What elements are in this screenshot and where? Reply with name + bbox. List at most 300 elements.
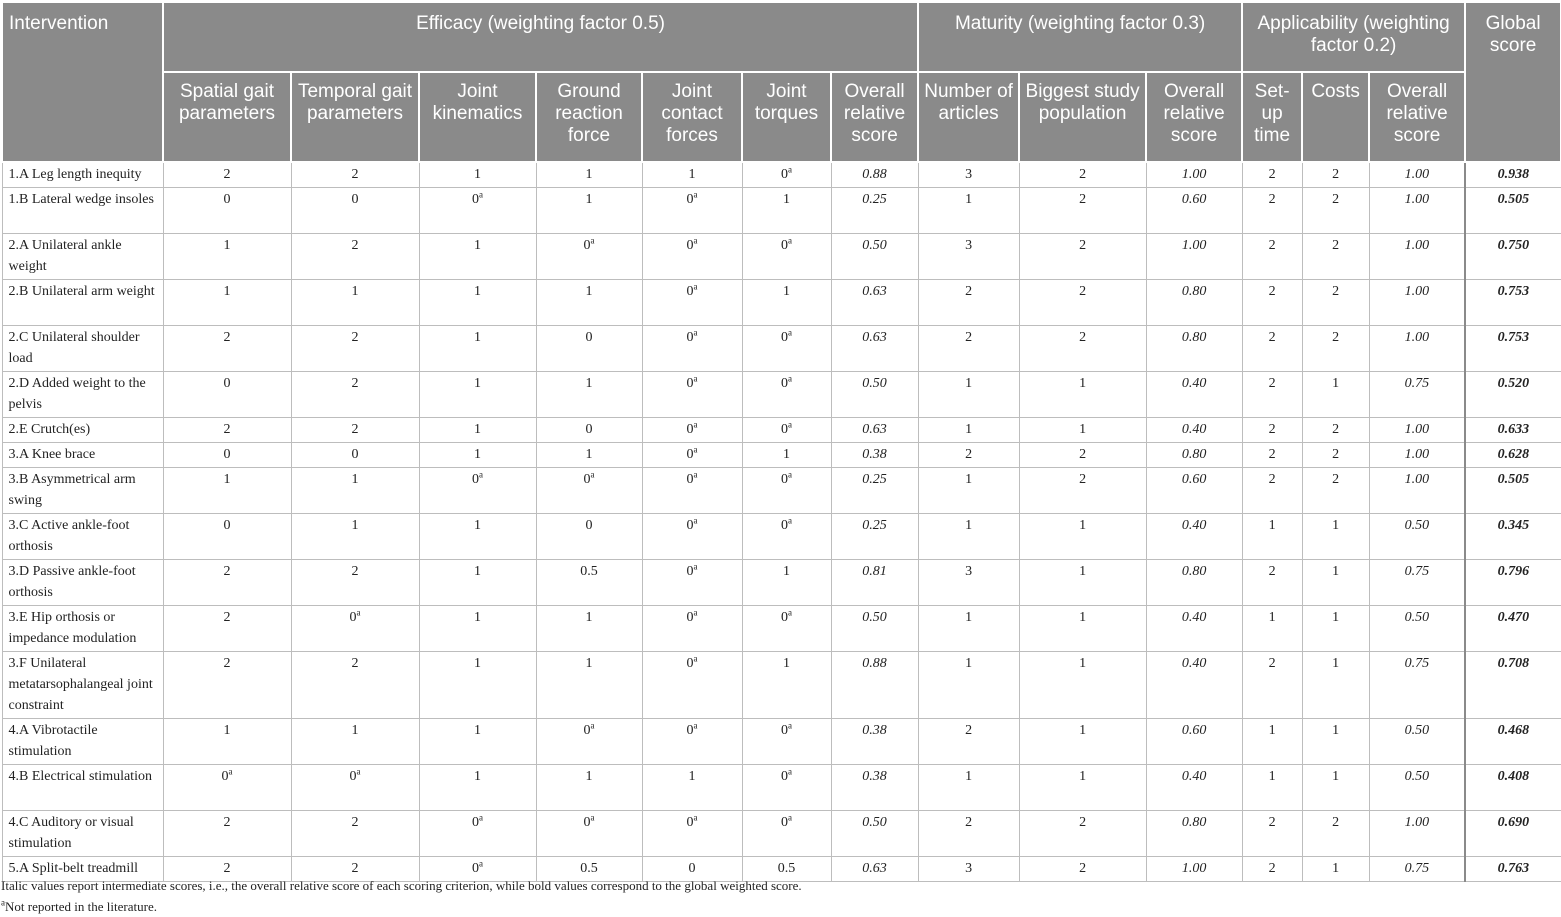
cell-intervention-value: 4.C Auditory or visual stimulation (8, 814, 134, 851)
cell-intervention (2, 810, 163, 856)
cell-spatial-gait (163, 371, 291, 417)
cell-costs (1302, 325, 1369, 371)
cell-joint-contact-forces (642, 810, 742, 856)
cell-costs-value: 2 (1332, 191, 1340, 207)
cell-ground-reaction-force (536, 651, 642, 718)
cell-costs-value: 2 (1332, 329, 1340, 345)
cell-costs-value: 1 (1332, 563, 1340, 579)
cell-ground-reaction-force-value: 1 (585, 375, 593, 391)
cell-setup-time-value: 2 (1268, 191, 1276, 207)
cell-global-score (1465, 371, 1561, 417)
cell-maturity-overall (1146, 279, 1242, 325)
cell-intervention-value: 4.A Vibrotactile stimulation (8, 722, 98, 759)
cell-temporal-gait (291, 810, 419, 856)
cell-setup-time-value: 2 (1268, 167, 1276, 182)
cell-efficacy-overall-value: 0.38 (862, 722, 887, 738)
cell-efficacy-overall-value: 0.63 (862, 421, 887, 437)
cell-global-score (1465, 187, 1561, 233)
cell-setup-time (1242, 325, 1302, 371)
cell-costs-value: 2 (1332, 167, 1340, 182)
cell-global-score-value: 0.750 (1497, 237, 1530, 253)
cell-ground-reaction-force-value: 0.5 (580, 860, 598, 876)
cell-setup-time-value: 1 (1268, 517, 1276, 533)
cell-biggest-study-population-value: 2 (1079, 329, 1087, 345)
cell-spatial-gait (163, 162, 291, 187)
header-joint-torques: Joint torques (742, 72, 831, 162)
cell-global-score-value: 0.708 (1497, 655, 1530, 671)
cell-global-score-value: 0.690 (1497, 814, 1530, 830)
cell-setup-time-value: 2 (1268, 655, 1276, 671)
cell-number-of-articles (918, 764, 1019, 810)
cell-number-of-articles-value: 1 (965, 471, 973, 487)
cell-number-of-articles (918, 371, 1019, 417)
cell-costs (1302, 162, 1369, 187)
cell-temporal-gait (291, 279, 419, 325)
cell-applicability-overall (1369, 279, 1465, 325)
not-reported-marker: a (693, 372, 698, 383)
cell-maturity-overall (1146, 513, 1242, 559)
cell-joint-contact-forces (642, 513, 742, 559)
cell-spatial-gait-value: 1 (223, 722, 231, 738)
cell-applicability-overall (1369, 559, 1465, 605)
cell-spatial-gait (163, 325, 291, 371)
cell-global-score-value: 0.753 (1497, 283, 1530, 299)
cell-ground-reaction-force-value: 0.5 (580, 563, 598, 579)
cell-biggest-study-population-value: 2 (1079, 191, 1087, 207)
cell-joint-kinematics-value: 0 (472, 814, 479, 830)
cell-intervention (2, 764, 163, 810)
cell-number-of-articles-value: 3 (965, 563, 973, 579)
cell-joint-contact-forces-value: 0 (686, 814, 694, 830)
cell-biggest-study-population (1019, 417, 1146, 442)
cell-joint-contact-forces (642, 417, 742, 442)
cell-intervention-value: 1.A Leg length inequity (8, 167, 142, 182)
cell-temporal-gait (291, 187, 419, 233)
cell-global-score-value: 0.468 (1497, 722, 1530, 738)
cell-applicability-overall-value: 0.75 (1404, 655, 1430, 671)
cell-joint-contact-forces-value: 0 (686, 446, 694, 462)
cell-maturity-overall (1146, 764, 1242, 810)
cell-joint-torques (742, 764, 831, 810)
cell-joint-kinematics-value: 1 (474, 655, 481, 671)
cell-setup-time (1242, 559, 1302, 605)
cell-biggest-study-population (1019, 810, 1146, 856)
cell-intervention-value: 2.B Unilateral arm weight (8, 283, 155, 299)
cell-biggest-study-population (1019, 162, 1146, 187)
cell-spatial-gait-value: 2 (223, 860, 231, 876)
cell-efficacy-overall-value: 0.50 (862, 609, 887, 625)
cell-joint-contact-forces-value: 0 (688, 860, 696, 876)
cell-spatial-gait-value: 0 (223, 375, 231, 391)
cell-spatial-gait-value: 0 (221, 768, 229, 784)
cell-global-score (1465, 442, 1561, 467)
cell-maturity-overall (1146, 718, 1242, 764)
cell-global-score (1465, 718, 1561, 764)
cell-costs (1302, 187, 1369, 233)
cell-applicability-overall (1369, 764, 1465, 810)
cell-temporal-gait (291, 162, 419, 187)
cell-joint-contact-forces (642, 371, 742, 417)
cell-biggest-study-population-value: 1 (1079, 768, 1087, 784)
table-row (2, 605, 1561, 651)
cell-spatial-gait-value: 2 (223, 167, 231, 182)
cell-joint-contact-forces (642, 718, 742, 764)
cell-biggest-study-population-value: 1 (1079, 609, 1087, 625)
cell-joint-torques (742, 442, 831, 467)
cell-intervention (2, 233, 163, 279)
cell-maturity-overall (1146, 187, 1242, 233)
cell-setup-time (1242, 810, 1302, 856)
cell-global-score-value: 0.505 (1497, 471, 1530, 487)
cell-ground-reaction-force-value: 0 (583, 471, 591, 487)
cell-joint-kinematics-value: 1 (474, 722, 481, 738)
cell-costs-value: 2 (1332, 237, 1340, 253)
cell-maturity-overall (1146, 371, 1242, 417)
cell-spatial-gait-value: 2 (223, 329, 231, 345)
cell-joint-contact-forces (642, 651, 742, 718)
cell-joint-contact-forces-value: 0 (686, 375, 694, 391)
cell-joint-contact-forces-value: 1 (688, 768, 696, 784)
cell-applicability-overall-value: 0.75 (1404, 563, 1430, 579)
not-reported-marker: a (788, 811, 792, 822)
not-reported-marker: a (693, 234, 698, 245)
cell-biggest-study-population-value: 2 (1079, 446, 1087, 462)
cell-efficacy-overall-value: 0.25 (862, 517, 887, 533)
not-reported-marker: a (788, 765, 792, 776)
cell-maturity-overall (1146, 559, 1242, 605)
cell-temporal-gait (291, 325, 419, 371)
cell-efficacy-overall-value: 0.63 (862, 329, 887, 345)
cell-joint-torques (742, 279, 831, 325)
scores-table (1, 1, 1561, 882)
cell-biggest-study-population-value: 1 (1079, 563, 1087, 579)
cell-costs (1302, 442, 1369, 467)
header-maturity: Maturity (weighting factor 0.3) (918, 2, 1242, 72)
cell-efficacy-overall (831, 559, 918, 605)
cell-intervention-value: 3.D Passive ankle-foot orthosis (8, 563, 136, 600)
cell-setup-time (1242, 651, 1302, 718)
cell-joint-kinematics-value: 1 (474, 768, 481, 784)
cell-costs (1302, 417, 1369, 442)
cell-joint-kinematics (419, 764, 536, 810)
cell-intervention-value: 1.B Lateral wedge insoles (8, 191, 154, 207)
not-reported-marker: a (693, 188, 698, 199)
cell-joint-torques-value: 1 (783, 446, 790, 462)
cell-joint-torques-value: 1 (783, 563, 790, 579)
cell-setup-time-value: 2 (1268, 237, 1276, 253)
cell-joint-kinematics (419, 279, 536, 325)
cell-joint-kinematics-value: 1 (474, 167, 481, 182)
cell-number-of-articles (918, 605, 1019, 651)
cell-intervention-value: 3.F Unilateral metatarsophalangeal joint constraint (8, 655, 153, 713)
cell-global-score (1465, 810, 1561, 856)
cell-intervention-value: 2.A Unilateral ankle weight (8, 237, 122, 274)
cell-biggest-study-population (1019, 718, 1146, 764)
cell-maturity-overall-value: 0.80 (1181, 446, 1207, 462)
cell-spatial-gait-value: 2 (223, 609, 231, 625)
cell-costs-value: 2 (1332, 814, 1340, 830)
cell-setup-time-value: 2 (1268, 283, 1276, 299)
cell-applicability-overall-value: 0.50 (1404, 722, 1430, 738)
cell-temporal-gait (291, 233, 419, 279)
cell-temporal-gait (291, 605, 419, 651)
cell-global-score (1465, 559, 1561, 605)
cell-ground-reaction-force (536, 559, 642, 605)
cell-setup-time-value: 2 (1268, 563, 1276, 579)
cell-joint-torques-value: 0 (781, 167, 788, 182)
not-reported-marker: a (693, 811, 698, 822)
footnote-marker: a (1, 897, 5, 908)
cell-temporal-gait-value: 2 (351, 655, 359, 671)
not-reported-marker: a (479, 188, 483, 199)
cell-intervention (2, 279, 163, 325)
header-global-score: Global score (1465, 2, 1561, 162)
cell-efficacy-overall (831, 513, 918, 559)
cell-spatial-gait (163, 233, 291, 279)
cell-biggest-study-population (1019, 233, 1146, 279)
cell-ground-reaction-force (536, 325, 642, 371)
cell-joint-kinematics (419, 605, 536, 651)
cell-biggest-study-population-value: 2 (1079, 471, 1087, 487)
cell-joint-kinematics (419, 417, 536, 442)
cell-joint-kinematics-value: 1 (474, 563, 481, 579)
cell-temporal-gait (291, 371, 419, 417)
cell-spatial-gait-value: 0 (223, 191, 231, 207)
cell-joint-torques-value: 0 (781, 722, 788, 738)
cell-setup-time-value: 2 (1268, 375, 1276, 391)
cell-efficacy-overall-value: 0.38 (862, 768, 887, 784)
cell-maturity-overall-value: 0.60 (1181, 722, 1207, 738)
cell-ground-reaction-force (536, 279, 642, 325)
table-row (2, 279, 1561, 325)
cell-temporal-gait-value: 2 (351, 860, 359, 876)
cell-spatial-gait-value: 0 (223, 517, 231, 533)
cell-joint-kinematics-value: 1 (474, 446, 481, 462)
cell-global-score-value: 0.753 (1497, 329, 1530, 345)
table-row (2, 442, 1561, 467)
cell-joint-torques (742, 233, 831, 279)
cell-spatial-gait-value: 2 (223, 563, 231, 579)
cell-joint-contact-forces (642, 325, 742, 371)
cell-maturity-overall-value: 0.80 (1181, 814, 1207, 830)
cell-intervention (2, 513, 163, 559)
cell-temporal-gait-value: 0 (351, 191, 359, 207)
cell-spatial-gait (163, 559, 291, 605)
cell-biggest-study-population (1019, 279, 1146, 325)
cell-number-of-articles (918, 651, 1019, 718)
cell-setup-time-value: 2 (1268, 814, 1276, 830)
header-intervention: Intervention (2, 2, 163, 162)
cell-ground-reaction-force (536, 605, 642, 651)
header-efficacy: Efficacy (weighting factor 0.5) (163, 2, 918, 72)
cell-joint-kinematics-value: 0 (472, 191, 479, 207)
cell-global-score-value: 0.520 (1497, 375, 1530, 391)
cell-maturity-overall-value: 0.40 (1181, 421, 1207, 437)
cell-number-of-articles-value: 2 (965, 722, 973, 738)
cell-setup-time-value: 2 (1268, 446, 1276, 462)
cell-setup-time (1242, 718, 1302, 764)
cell-spatial-gait (163, 513, 291, 559)
cell-intervention (2, 605, 163, 651)
cell-costs (1302, 718, 1369, 764)
cell-applicability-overall (1369, 467, 1465, 513)
cell-efficacy-overall (831, 764, 918, 810)
cell-costs (1302, 513, 1369, 559)
cell-ground-reaction-force-value: 0 (583, 237, 591, 253)
cell-joint-contact-forces-value: 0 (686, 655, 694, 671)
cell-joint-kinematics (419, 187, 536, 233)
cell-global-score (1465, 162, 1561, 187)
cell-temporal-gait-value: 0 (349, 609, 357, 625)
cell-costs (1302, 467, 1369, 513)
cell-efficacy-overall (831, 371, 918, 417)
cell-global-score-value: 0.408 (1497, 768, 1530, 784)
cell-joint-contact-forces (642, 442, 742, 467)
header-efficacy-overall: Overall relative score (831, 72, 918, 162)
cell-joint-contact-forces (642, 605, 742, 651)
cell-maturity-overall-value: 0.60 (1181, 191, 1207, 207)
cell-number-of-articles-value: 1 (965, 768, 973, 784)
cell-maturity-overall-value: 0.40 (1181, 768, 1207, 784)
cell-spatial-gait (163, 764, 291, 810)
cell-maturity-overall-value: 1.00 (1181, 167, 1207, 182)
cell-efficacy-overall-value: 0.88 (862, 167, 887, 182)
cell-intervention-value: 2.E Crutch(es) (8, 421, 91, 437)
cell-biggest-study-population-value: 1 (1079, 375, 1087, 391)
not-reported-marker: a (788, 164, 792, 175)
cell-global-score (1465, 279, 1561, 325)
cell-applicability-overall-value: 0.75 (1404, 375, 1430, 391)
cell-applicability-overall-value: 1.00 (1404, 471, 1430, 487)
cell-efficacy-overall (831, 187, 918, 233)
not-reported-marker: a (356, 765, 361, 776)
cell-applicability-overall (1369, 605, 1465, 651)
cell-costs (1302, 605, 1369, 651)
header-spatial-gait: Spatial gait parameters (163, 72, 291, 162)
cell-joint-contact-forces-value: 0 (686, 237, 694, 253)
cell-temporal-gait-value: 2 (351, 237, 359, 253)
cell-ground-reaction-force (536, 764, 642, 810)
table-row (2, 187, 1561, 233)
cell-applicability-overall (1369, 162, 1465, 187)
cell-temporal-gait (291, 417, 419, 442)
cell-spatial-gait-value: 2 (223, 421, 231, 437)
cell-biggest-study-population (1019, 651, 1146, 718)
cell-costs-value: 2 (1332, 471, 1340, 487)
cell-maturity-overall (1146, 605, 1242, 651)
cell-ground-reaction-force (536, 467, 642, 513)
not-reported-marker: a (693, 560, 698, 571)
cell-applicability-overall (1369, 442, 1465, 467)
cell-applicability-overall-value: 1.00 (1404, 167, 1430, 182)
cell-applicability-overall (1369, 513, 1465, 559)
cell-setup-time (1242, 233, 1302, 279)
cell-joint-torques-value: 0 (781, 471, 788, 487)
cell-efficacy-overall (831, 233, 918, 279)
cell-biggest-study-population-value: 1 (1079, 421, 1087, 437)
cell-biggest-study-population-value: 2 (1079, 283, 1087, 299)
cell-joint-kinematics-value: 1 (474, 237, 481, 253)
cell-spatial-gait (163, 442, 291, 467)
cell-joint-torques (742, 559, 831, 605)
cell-spatial-gait-value: 1 (223, 283, 231, 299)
cell-costs-value: 1 (1332, 655, 1340, 671)
cell-number-of-articles (918, 810, 1019, 856)
cell-number-of-articles (918, 718, 1019, 764)
cell-number-of-articles-value: 2 (965, 814, 973, 830)
cell-biggest-study-population (1019, 467, 1146, 513)
cell-ground-reaction-force-value: 1 (585, 167, 593, 182)
cell-joint-torques (742, 810, 831, 856)
cell-biggest-study-population (1019, 325, 1146, 371)
cell-setup-time (1242, 187, 1302, 233)
cell-costs (1302, 651, 1369, 718)
cell-intervention (2, 442, 163, 467)
cell-setup-time (1242, 162, 1302, 187)
cell-maturity-overall-value: 0.80 (1181, 563, 1207, 579)
cell-joint-kinematics (419, 651, 536, 718)
header-joint-contact-forces: Joint contact forces (642, 72, 742, 162)
cell-temporal-gait-value: 1 (351, 471, 359, 487)
cell-temporal-gait (291, 467, 419, 513)
cell-maturity-overall (1146, 651, 1242, 718)
cell-intervention (2, 718, 163, 764)
cell-intervention (2, 651, 163, 718)
cell-joint-torques-value: 0 (781, 421, 788, 437)
cell-efficacy-overall (831, 810, 918, 856)
cell-maturity-overall (1146, 162, 1242, 187)
table-header (2, 2, 1561, 162)
cell-efficacy-overall (831, 605, 918, 651)
not-reported-marker: a (788, 326, 792, 337)
cell-spatial-gait (163, 810, 291, 856)
cell-setup-time-value: 2 (1268, 421, 1276, 437)
cell-efficacy-overall-value: 0.25 (862, 191, 887, 207)
cell-biggest-study-population-value: 2 (1079, 167, 1087, 182)
cell-spatial-gait (163, 651, 291, 718)
cell-biggest-study-population-value: 1 (1079, 722, 1087, 738)
cell-maturity-overall (1146, 810, 1242, 856)
table-row (2, 233, 1561, 279)
cell-setup-time-value: 2 (1268, 329, 1276, 345)
header-joint-kinematics: Joint kinematics (419, 72, 536, 162)
cell-joint-kinematics-value: 1 (474, 329, 481, 345)
not-reported-marker: a (590, 234, 595, 245)
cell-costs-value: 1 (1332, 722, 1340, 738)
cell-spatial-gait-value: 1 (223, 471, 231, 487)
not-reported-marker: a (788, 719, 792, 730)
cell-biggest-study-population (1019, 513, 1146, 559)
table-row (2, 718, 1561, 764)
table-row (2, 371, 1561, 417)
cell-maturity-overall (1146, 417, 1242, 442)
cell-global-score (1465, 233, 1561, 279)
cell-ground-reaction-force (536, 162, 642, 187)
cell-joint-torques-value: 0.5 (777, 860, 796, 876)
cell-spatial-gait (163, 467, 291, 513)
cell-maturity-overall (1146, 467, 1242, 513)
cell-joint-torques-value: 1 (783, 191, 790, 207)
cell-joint-kinematics (419, 371, 536, 417)
cell-applicability-overall-value: 0.50 (1404, 517, 1430, 533)
cell-maturity-overall-value: 0.40 (1181, 375, 1207, 391)
header-temporal-gait: Temporal gait parameters (291, 72, 419, 162)
cell-applicability-overall-value: 1.00 (1404, 446, 1430, 462)
cell-joint-torques (742, 651, 831, 718)
cell-spatial-gait (163, 417, 291, 442)
cell-global-score-value: 0.763 (1497, 860, 1530, 876)
cell-costs-value: 2 (1332, 421, 1340, 437)
